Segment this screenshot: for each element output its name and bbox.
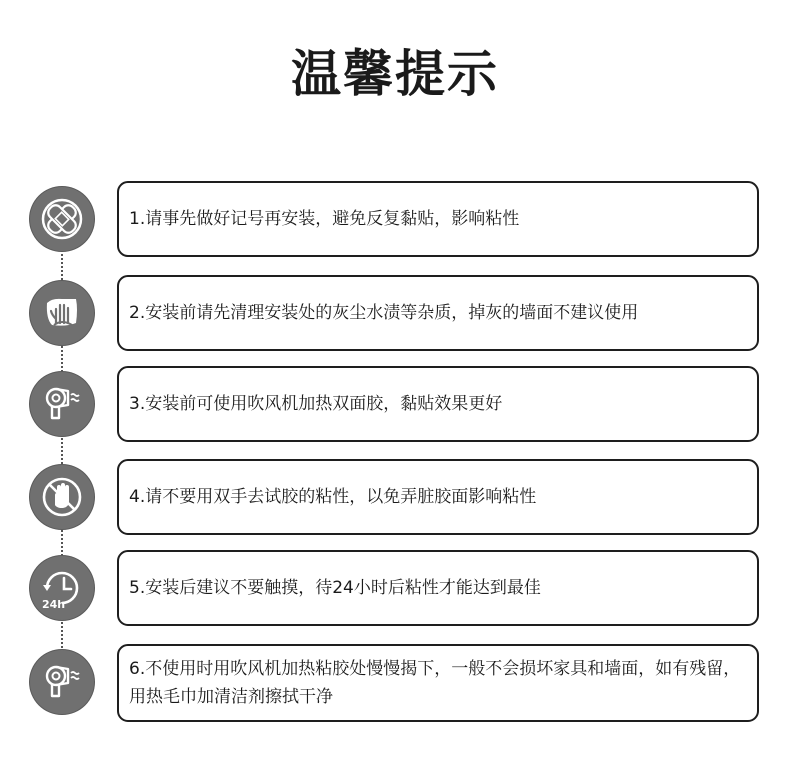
tip-text: 1.请事先做好记号再安装，避免反复黏贴，影响粘性 — [129, 209, 520, 229]
tip-card — [117, 459, 759, 535]
no-touch-hand-icon — [30, 465, 94, 529]
tip-card — [117, 550, 759, 626]
tip-text: 2.安装前请先清理安装处的灰尘水渍等杂质，掉灰的墙面不建议使用 — [129, 303, 639, 323]
hand-wipe-icon — [30, 281, 94, 345]
hair-dryer-icon — [30, 650, 94, 714]
tip-text: 5.安装后建议不要触摸，待24小时后粘性才能达到最佳 — [129, 578, 541, 598]
tip-card — [117, 366, 759, 442]
page-title: 温馨提示 — [291, 45, 499, 103]
no-bandage-icon — [30, 187, 94, 251]
tip-card — [117, 275, 759, 351]
tip-card — [117, 644, 759, 722]
hair-dryer-icon — [30, 372, 94, 436]
tip-text: 3.安装前可使用吹风机加热双面胶，黏贴效果更好 — [129, 394, 503, 414]
tip-card — [117, 181, 759, 257]
clock-badge-text: 24h — [42, 598, 66, 611]
tip-text: 6.不使用时用吹风机加热粘胶处慢慢揭下，一般不会损坏家具和墙面，如有残留，用热毛巾加清洁剂擦拭干净 — [129, 659, 741, 707]
tip-text: 4.请不要用双手去试胶的粘性，以免弄脏胶面影响粘性 — [129, 487, 537, 507]
clock-24h-icon — [30, 556, 94, 620]
